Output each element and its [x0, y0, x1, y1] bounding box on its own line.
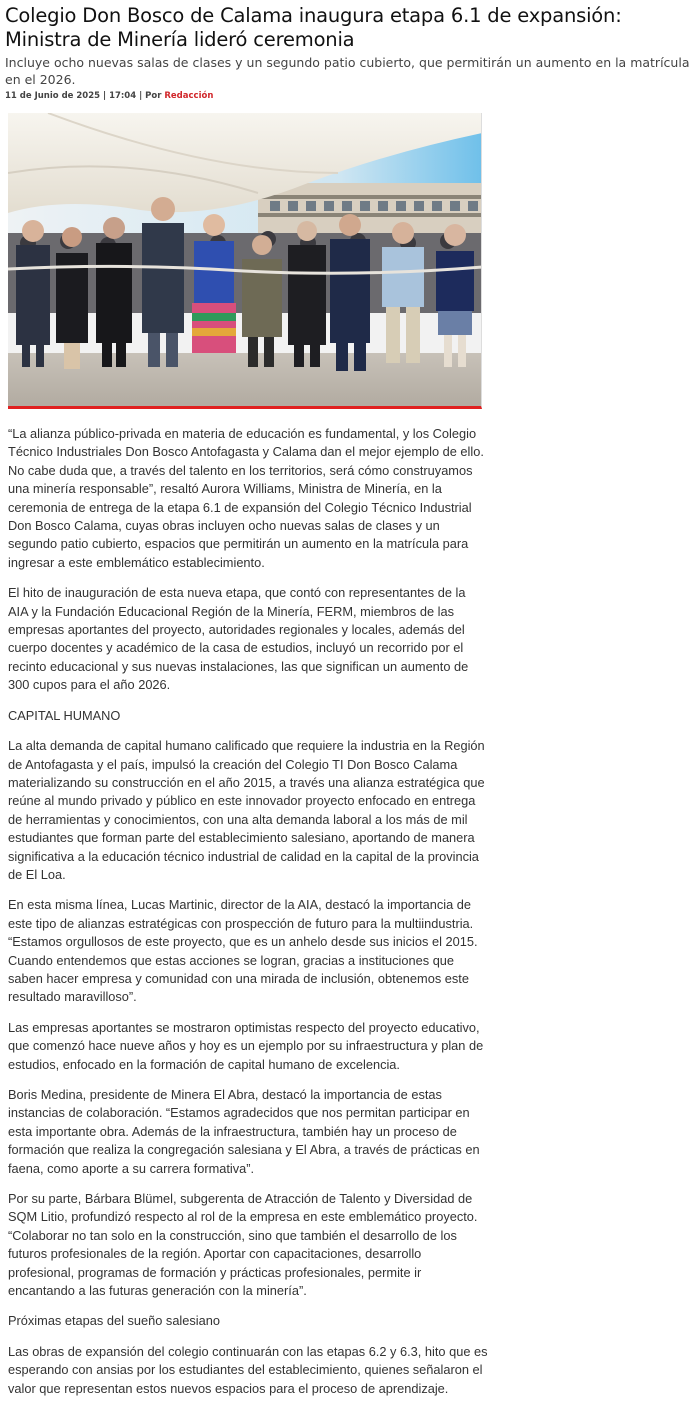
article-meta — [5, 91, 213, 101]
author-link[interactable]: Redacción — [164, 91, 214, 101]
article-paragraph: “La alianza público-privada en materia de educación es fundamental, y los Colegio Técnico Industriales Don Bosco Antofagasta y Calama dan el mejor ejemplo de ello. No cabe duda que, a través del talento en los territorios, será cómo construyamos una minería responsable”, resaltó Aurora Williams, Ministra de Minería, en la ceremonia de entrega de la etapa 6.1 de expansión del Colegio Técnico Industrial Don Bosco Calama, cuyas obras incluyen ocho nuevas salas de clases y un segundo patio cubierto, espacios que permitirán un aumento en la matrícula para ingresar a este emblemático establecimiento. — [8, 426, 484, 570]
article-paragraph: Las obras de expansión del colegio continuarán con las etapas 6.2 y 6.3, hito que es esperando con ansias por los estudiantes del establecimiento, quienes señalaron el valor que representan estos nuevos espacios para el proceso de aprendizaje. — [8, 1343, 488, 1396]
article-paragraph: El hito de inauguración de esta nueva etapa, que contó con representantes de la AIA y la Fundación Educacional Región de la Minería, FERM, miembros de las empresas aportantes del proyecto, autoridades regionales y locales, además del cuerpo docentes y académico de la casa de estudios, incluyó un recorrido por el recinto educacional y sus nuevas instalaciones, las que significan un aumento de 300 cupos para el año 2026. — [8, 585, 469, 693]
section-heading: CAPITAL HUMANO — [8, 707, 121, 723]
article-paragraph: En esta misma línea, Lucas Martinic, director de la AIA, destacó la importancia de este tipo de alianzas estratégicas con prospección de futuro para la multiindustria. “Estamos orgullosos de este proyecto, que es un anhelo desde sus inicios el 2015. Cuando entendemos que estas acciones se logran, gracias a instituciones que saben hacer empresa y comunidad con una mirada de inclusión, obtenemos este resultado maravilloso”. — [8, 897, 478, 1005]
article-date: 11 de Junio de 2025 | 17:04 | Por — [5, 91, 165, 101]
article-paragraph: Las empresas aportantes se mostraron optimistas respecto del proyecto educativo, que comenzó hace nueve años y hoy es un ejemplo por su infraestructura y plan de estudios, enfocado en la formación de capital humano de excelencia. — [8, 1019, 484, 1072]
article-paragraph: Por su parte, Bárbara Blümel, subgerenta de Atracción de Talento y Diversidad de SQM Litio, profundizó respecto al rol de la empresa en este emblemático proyecto. “Colaborar no tan solo en la construcción, sino que también el desarrollo de los futuros profesionales de la región. Aportar con capacitaciones, desarrollo profesional, programas de formación y prácticas profesionales, permite ir encantando a las futuras generación con la minería”. — [8, 1191, 478, 1299]
article-paragraph: Boris Medina, presidente de Minera El Abra, destacó la importancia de estas instancias de colaboración. “Estamos agradecidos que nos permitan participar en esta importante obra. Además de la infraestructura, también hay un proceso de formación que realiza la congregación salesiana y El Abra, a través de prácticas en faena, como aporte a su carrera formativa”. — [8, 1087, 480, 1176]
article-photo — [8, 113, 482, 409]
section-heading: Próximas etapas del sueño salesiano — [8, 1313, 220, 1329]
article-subtitle: Incluye ocho nuevas salas de clases y un segundo patio cubierto, que permitirán un aumento en la matrícula en el 2026. — [5, 55, 690, 87]
article-title: Colegio Don Bosco de Calama inaugura etapa 6.1 de expansión: Ministra de Minería lideró ceremonia — [5, 4, 622, 51]
article-body — [8, 425, 488, 1408]
article-paragraph: La alta demanda de capital humano calificado que requiere la industria en la Región de Antofagasta y el país, impulsó la creación del Colegio TI Don Bosco Calama materializando su construcción en el año 2015, a través una alianza estratégica que reúne al mundo privado y público en este innovador proyecto enfocado en entrega de herramientas y conocimientos, con una alta demanda laboral a los más de mil estudiantes que forman parte del establecimiento salesiano, aportando de manera significativa a la educación técnico industrial de calidad en la capital de la provincia de El Loa. — [8, 738, 485, 882]
